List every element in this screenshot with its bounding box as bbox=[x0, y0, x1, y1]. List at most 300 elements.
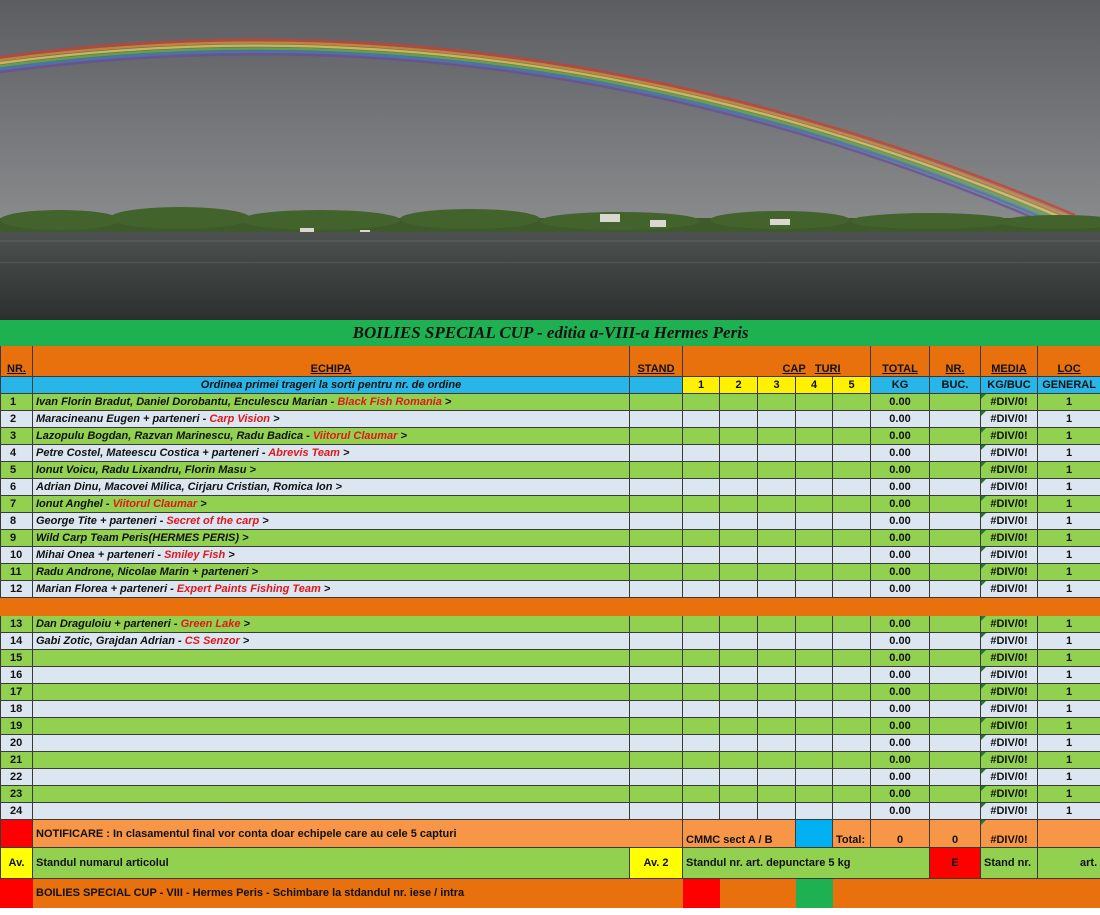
table-row bbox=[1, 445, 1100, 462]
table-row bbox=[1, 769, 1100, 786]
turn-4-cell[interactable] bbox=[796, 411, 833, 428]
buc-cell[interactable] bbox=[930, 428, 981, 445]
row-nr: 21 bbox=[1, 752, 33, 769]
turn-4-cell[interactable] bbox=[796, 650, 833, 667]
team-cell[interactable] bbox=[33, 684, 630, 701]
total-kg-cell: 0.00 bbox=[871, 684, 930, 701]
turn-1-cell[interactable] bbox=[683, 684, 720, 701]
team-cell[interactable] bbox=[33, 530, 630, 547]
buc-cell[interactable] bbox=[930, 633, 981, 650]
total-kg-cell: 0.00 bbox=[871, 581, 930, 598]
turn-4-cell[interactable] bbox=[796, 564, 833, 581]
turn-1-cell[interactable] bbox=[683, 564, 720, 581]
turn-3-cell[interactable] bbox=[758, 752, 796, 769]
turn-4-cell[interactable] bbox=[796, 752, 833, 769]
stand-nr-label: Stand nr. bbox=[981, 848, 1038, 879]
table-row bbox=[1, 667, 1100, 684]
team-cell[interactable] bbox=[33, 479, 630, 496]
team-members: Maracineanu Eugen + parteneri - bbox=[36, 413, 210, 425]
turn-2-cell[interactable] bbox=[720, 411, 758, 428]
turn-4-cell[interactable] bbox=[796, 479, 833, 496]
total-kg-cell: 0.00 bbox=[871, 411, 930, 428]
row-nr: 18 bbox=[1, 701, 33, 718]
turn-2-cell[interactable] bbox=[720, 718, 758, 735]
notificare-text: NOTIFICARE : In clasamentul final vor conta doar echipele care au cele 5 capturi bbox=[33, 820, 683, 848]
team-cell[interactable] bbox=[33, 616, 630, 633]
turn-1-cell[interactable] bbox=[683, 701, 720, 718]
turn-5-cell[interactable] bbox=[833, 786, 871, 803]
table-row bbox=[1, 513, 1100, 530]
turn-2-cell[interactable] bbox=[720, 530, 758, 547]
team-name: Green Lake bbox=[180, 618, 241, 630]
depunctare-text: Standul nr. art. depunctare 5 kg bbox=[683, 848, 930, 879]
team-arrow: > bbox=[259, 515, 269, 527]
table-row bbox=[1, 564, 1100, 581]
turn-4-cell[interactable] bbox=[796, 803, 833, 820]
turn-4-cell[interactable] bbox=[796, 547, 833, 564]
row-nr: 1 bbox=[1, 394, 33, 411]
turn-4-cell[interactable] bbox=[796, 616, 833, 633]
turn-5-cell[interactable] bbox=[833, 445, 871, 462]
turn-4-cell[interactable] bbox=[796, 445, 833, 462]
media-cell: #DIV/0! bbox=[981, 667, 1038, 684]
stand-cell[interactable] bbox=[630, 445, 683, 462]
turn-5-cell[interactable] bbox=[833, 496, 871, 513]
turn-5-cell[interactable] bbox=[833, 650, 871, 667]
buc-cell[interactable] bbox=[930, 581, 981, 598]
table-row bbox=[1, 394, 1100, 411]
stand-cell[interactable] bbox=[630, 769, 683, 786]
turn-3-cell[interactable] bbox=[758, 479, 796, 496]
stand-cell[interactable] bbox=[630, 616, 683, 633]
turn-2-cell[interactable] bbox=[720, 786, 758, 803]
turn-5-cell[interactable] bbox=[833, 633, 871, 650]
table-row bbox=[1, 496, 1100, 513]
turn-3-cell[interactable] bbox=[758, 684, 796, 701]
stand-cell[interactable] bbox=[630, 411, 683, 428]
row-nr: 8 bbox=[1, 513, 33, 530]
table-row bbox=[1, 462, 1100, 479]
buc-cell[interactable] bbox=[930, 752, 981, 769]
loc-cell: 1 bbox=[1038, 684, 1100, 701]
team-cell[interactable] bbox=[33, 411, 630, 428]
loc-cell: 1 bbox=[1038, 462, 1100, 479]
buc-cell[interactable] bbox=[930, 496, 981, 513]
stand-cell[interactable] bbox=[630, 786, 683, 803]
turn-2-cell[interactable] bbox=[720, 394, 758, 411]
stand-cell[interactable] bbox=[630, 530, 683, 547]
stand-cell[interactable] bbox=[630, 684, 683, 701]
turn-1-cell[interactable] bbox=[683, 786, 720, 803]
media-cell: #DIV/0! bbox=[981, 684, 1038, 701]
buc-cell[interactable] bbox=[930, 735, 981, 752]
team-cell[interactable] bbox=[33, 667, 630, 684]
stand-cell[interactable] bbox=[630, 547, 683, 564]
team-cell[interactable] bbox=[33, 633, 630, 650]
total-kg-cell: 0.00 bbox=[871, 564, 930, 581]
buc-cell[interactable] bbox=[930, 803, 981, 820]
team-cell[interactable] bbox=[33, 462, 630, 479]
media-cell: #DIV/0! bbox=[981, 547, 1038, 564]
loc-cell: 1 bbox=[1038, 530, 1100, 547]
turn-3-cell[interactable] bbox=[758, 581, 796, 598]
turn-4-cell[interactable] bbox=[796, 462, 833, 479]
turn-3-cell[interactable] bbox=[758, 667, 796, 684]
turn-4-cell[interactable] bbox=[796, 513, 833, 530]
row-nr: 5 bbox=[1, 462, 33, 479]
turn-5-header: 5 bbox=[833, 377, 871, 394]
turn-2-cell[interactable] bbox=[720, 803, 758, 820]
turn-4-cell[interactable] bbox=[796, 633, 833, 650]
buc-cell[interactable] bbox=[930, 479, 981, 496]
turn-5-cell[interactable] bbox=[833, 701, 871, 718]
turn-3-cell[interactable] bbox=[758, 445, 796, 462]
turn-1-cell[interactable] bbox=[683, 769, 720, 786]
turn-1-cell[interactable] bbox=[683, 411, 720, 428]
turn-3-cell[interactable] bbox=[758, 496, 796, 513]
turn-4-cell[interactable] bbox=[796, 718, 833, 735]
turn-1-cell[interactable] bbox=[683, 547, 720, 564]
loc-cell: 1 bbox=[1038, 650, 1100, 667]
team-cell[interactable] bbox=[33, 394, 630, 411]
avertisment-row bbox=[1, 848, 1100, 879]
turn-1-cell[interactable] bbox=[683, 445, 720, 462]
team-members: Gabi Zotic, Grajdan Adrian - bbox=[36, 635, 185, 647]
turn-4-cell[interactable] bbox=[796, 735, 833, 752]
turn-2-cell[interactable] bbox=[720, 684, 758, 701]
turn-3-cell[interactable] bbox=[758, 633, 796, 650]
turn-1-cell[interactable] bbox=[683, 530, 720, 547]
turn-1-cell[interactable] bbox=[683, 633, 720, 650]
turn-1-cell[interactable] bbox=[683, 462, 720, 479]
loc-cell: 1 bbox=[1038, 786, 1100, 803]
turn-1-cell[interactable] bbox=[683, 752, 720, 769]
row-nr: 10 bbox=[1, 547, 33, 564]
stand-cell[interactable] bbox=[630, 462, 683, 479]
team-cell[interactable] bbox=[33, 564, 630, 581]
turn-5-cell[interactable] bbox=[833, 462, 871, 479]
page-title: BOILIES SPECIAL CUP - editia a-VIII-a Hermes Peris bbox=[1, 321, 1100, 346]
turn-4-cell[interactable] bbox=[796, 769, 833, 786]
team-cell[interactable] bbox=[33, 650, 630, 667]
standul-numarul-text: Standul numarul articolul bbox=[33, 848, 630, 879]
loc-cell: 1 bbox=[1038, 735, 1100, 752]
turn-2-cell[interactable] bbox=[720, 462, 758, 479]
team-members: Ionut Anghel - bbox=[36, 498, 113, 510]
turn-3-cell[interactable] bbox=[758, 411, 796, 428]
turn-2-cell[interactable] bbox=[720, 633, 758, 650]
turn-5-cell[interactable] bbox=[833, 479, 871, 496]
total-kg-cell: 0.00 bbox=[871, 445, 930, 462]
turn-2-cell[interactable] bbox=[720, 564, 758, 581]
turn-5-cell[interactable] bbox=[833, 752, 871, 769]
team-cell[interactable] bbox=[33, 752, 630, 769]
table-row bbox=[1, 718, 1100, 735]
team-members: Ionut Voicu, Radu Lixandru, Florin Masu > bbox=[36, 464, 256, 476]
buc-cell[interactable] bbox=[930, 667, 981, 684]
buc-cell[interactable] bbox=[930, 701, 981, 718]
turn-1-cell[interactable] bbox=[683, 650, 720, 667]
turn-2-cell[interactable] bbox=[720, 547, 758, 564]
buc-cell[interactable] bbox=[930, 684, 981, 701]
team-name: Expert Paints Fishing Team bbox=[176, 583, 321, 595]
turn-4-cell[interactable] bbox=[796, 684, 833, 701]
buc-cell[interactable] bbox=[930, 462, 981, 479]
turn-1-cell[interactable] bbox=[683, 803, 720, 820]
kg-header: KG bbox=[871, 377, 930, 394]
turn-3-cell[interactable] bbox=[758, 735, 796, 752]
stand-cell[interactable] bbox=[630, 667, 683, 684]
media-cell: #DIV/0! bbox=[981, 496, 1038, 513]
schimbare-row bbox=[1, 879, 1100, 908]
team-name: Black Fish Romania bbox=[337, 396, 442, 408]
turn-4-cell[interactable] bbox=[796, 786, 833, 803]
turn-5-cell[interactable] bbox=[833, 616, 871, 633]
turn-1-header: 1 bbox=[683, 377, 720, 394]
stand-cell[interactable] bbox=[630, 735, 683, 752]
stand-cell[interactable] bbox=[630, 394, 683, 411]
total-kg-cell: 0.00 bbox=[871, 616, 930, 633]
turn-2-cell[interactable] bbox=[720, 581, 758, 598]
turn-3-cell[interactable] bbox=[758, 769, 796, 786]
table-row bbox=[1, 633, 1100, 650]
total-kg-cell: 0.00 bbox=[871, 701, 930, 718]
media-cell: #DIV/0! bbox=[981, 462, 1038, 479]
turn-5-cell[interactable] bbox=[833, 581, 871, 598]
turn-5-cell[interactable] bbox=[833, 684, 871, 701]
turn-2-cell[interactable] bbox=[720, 428, 758, 445]
row-nr: 7 bbox=[1, 496, 33, 513]
buc-cell[interactable] bbox=[930, 513, 981, 530]
turn-3-cell[interactable] bbox=[758, 513, 796, 530]
turn-2-cell[interactable] bbox=[720, 513, 758, 530]
row-nr: 20 bbox=[1, 735, 33, 752]
turn-5-cell[interactable] bbox=[833, 530, 871, 547]
total-kg-cell: 0.00 bbox=[871, 752, 930, 769]
turn-3-cell[interactable] bbox=[758, 616, 796, 633]
turn-1-cell[interactable] bbox=[683, 428, 720, 445]
table-row bbox=[1, 547, 1100, 564]
buc-cell[interactable] bbox=[930, 786, 981, 803]
buc-cell[interactable] bbox=[930, 394, 981, 411]
turn-5-cell[interactable] bbox=[833, 769, 871, 786]
team-arrow: > bbox=[225, 549, 235, 561]
team-members: Mihai Onea + parteneri - bbox=[36, 549, 165, 561]
media-cell: #DIV/0! bbox=[981, 803, 1038, 820]
loc-cell: 1 bbox=[1038, 803, 1100, 820]
row-nr: 19 bbox=[1, 718, 33, 735]
team-cell[interactable] bbox=[33, 547, 630, 564]
buc-cell[interactable] bbox=[930, 650, 981, 667]
buc-cell[interactable] bbox=[930, 718, 981, 735]
stand-cell[interactable] bbox=[630, 803, 683, 820]
turn-5-cell[interactable] bbox=[833, 513, 871, 530]
team-cell[interactable] bbox=[33, 496, 630, 513]
team-name: CS Senzor bbox=[184, 635, 240, 647]
turn-5-cell[interactable] bbox=[833, 394, 871, 411]
separator-row bbox=[1, 598, 1100, 616]
turn-2-cell[interactable] bbox=[720, 701, 758, 718]
cmmc-cell[interactable] bbox=[796, 820, 833, 848]
col-total-header: TOTAL bbox=[871, 346, 930, 377]
turn-2-cell[interactable] bbox=[720, 650, 758, 667]
loc-cell: 1 bbox=[1038, 581, 1100, 598]
turn-5-cell[interactable] bbox=[833, 411, 871, 428]
turn-2-cell[interactable] bbox=[720, 496, 758, 513]
team-members: Petre Costel, Mateescu Costica + parteneri - bbox=[36, 447, 269, 459]
loc-cell: 1 bbox=[1038, 718, 1100, 735]
turn-2-cell[interactable] bbox=[720, 616, 758, 633]
loc-cell: 1 bbox=[1038, 445, 1100, 462]
turn-3-cell[interactable] bbox=[758, 803, 796, 820]
buc-cell[interactable] bbox=[930, 564, 981, 581]
turn-3-header: 3 bbox=[758, 377, 796, 394]
media-cell: #DIV/0! bbox=[981, 786, 1038, 803]
turn-5-cell[interactable] bbox=[833, 718, 871, 735]
turn-2-cell[interactable] bbox=[720, 769, 758, 786]
media-cell: #DIV/0! bbox=[981, 394, 1038, 411]
loc-cell: 1 bbox=[1038, 701, 1100, 718]
turn-4-cell[interactable] bbox=[796, 496, 833, 513]
subheader-row bbox=[1, 377, 1100, 394]
stand-cell[interactable] bbox=[630, 581, 683, 598]
turn-5-cell[interactable] bbox=[833, 667, 871, 684]
team-cell[interactable] bbox=[33, 735, 630, 752]
turn-3-cell[interactable] bbox=[758, 428, 796, 445]
turn-2-cell[interactable] bbox=[720, 735, 758, 752]
buc-header: BUC. bbox=[930, 377, 981, 394]
turn-1-cell[interactable] bbox=[683, 581, 720, 598]
total-kg-cell: 0.00 bbox=[871, 667, 930, 684]
turn-5-cell[interactable] bbox=[833, 735, 871, 752]
turn-3-cell[interactable] bbox=[758, 394, 796, 411]
loc-cell: 1 bbox=[1038, 411, 1100, 428]
team-name: Carp Vision bbox=[209, 413, 271, 425]
loc-cell: 1 bbox=[1038, 496, 1100, 513]
stand-cell[interactable] bbox=[630, 513, 683, 530]
total-kg-cell: 0.00 bbox=[871, 513, 930, 530]
row-nr: 12 bbox=[1, 581, 33, 598]
turn-5-cell[interactable] bbox=[833, 564, 871, 581]
turn-4-cell[interactable] bbox=[796, 428, 833, 445]
turn-1-cell[interactable] bbox=[683, 496, 720, 513]
team-cell[interactable] bbox=[33, 701, 630, 718]
table-row bbox=[1, 650, 1100, 667]
buc-cell[interactable] bbox=[930, 616, 981, 633]
table-row bbox=[1, 428, 1100, 445]
stand-cell[interactable] bbox=[630, 752, 683, 769]
stand-cell[interactable] bbox=[630, 718, 683, 735]
turn-3-cell[interactable] bbox=[758, 564, 796, 581]
buc-cell[interactable] bbox=[930, 547, 981, 564]
turn-3-cell[interactable] bbox=[758, 650, 796, 667]
row-nr: 24 bbox=[1, 803, 33, 820]
turn-1-cell[interactable] bbox=[683, 513, 720, 530]
stand-cell[interactable] bbox=[630, 701, 683, 718]
table-row bbox=[1, 581, 1100, 598]
turn-1-cell[interactable] bbox=[683, 394, 720, 411]
buc-cell[interactable] bbox=[930, 769, 981, 786]
row-nr: 17 bbox=[1, 684, 33, 701]
table-row bbox=[1, 530, 1100, 547]
stand-cell[interactable] bbox=[630, 633, 683, 650]
turn-4-cell[interactable] bbox=[796, 701, 833, 718]
team-arrow: > bbox=[320, 583, 331, 595]
team-cell[interactable] bbox=[33, 428, 630, 445]
buc-cell[interactable] bbox=[930, 411, 981, 428]
turn-1-cell[interactable] bbox=[683, 616, 720, 633]
team-members: Wild Carp Team Peris(HERMES PERIS) > bbox=[36, 532, 249, 544]
team-cell[interactable] bbox=[33, 513, 630, 530]
turn-2-cell[interactable] bbox=[720, 752, 758, 769]
total-kg-cell: 0.00 bbox=[871, 394, 930, 411]
turn-3-cell[interactable] bbox=[758, 786, 796, 803]
row-nr: 14 bbox=[1, 633, 33, 650]
loc-cell: 1 bbox=[1038, 769, 1100, 786]
turn-3-cell[interactable] bbox=[758, 530, 796, 547]
stand-cell[interactable] bbox=[630, 564, 683, 581]
header-row bbox=[1, 346, 1100, 377]
team-arrow: > bbox=[239, 635, 250, 647]
team-name: Smiley Fish bbox=[164, 549, 226, 561]
team-members: Adrian Dinu, Macovei Milica, Cirjaru Cristian, Romica Ion > bbox=[36, 481, 342, 493]
turn-1-cell[interactable] bbox=[683, 735, 720, 752]
team-cell[interactable] bbox=[33, 581, 630, 598]
total-kg-cell: 0.00 bbox=[871, 462, 930, 479]
turn-5-cell[interactable] bbox=[833, 428, 871, 445]
turn-3-cell[interactable] bbox=[758, 701, 796, 718]
turn-5-cell[interactable] bbox=[833, 803, 871, 820]
stand-cell[interactable] bbox=[630, 496, 683, 513]
media-cell: #DIV/0! bbox=[981, 581, 1038, 598]
turn-1-cell[interactable] bbox=[683, 718, 720, 735]
team-cell[interactable] bbox=[33, 718, 630, 735]
team-members: Lazopulu Bogdan, Razvan Marinescu, Radu Badica - bbox=[36, 430, 313, 442]
turn-3-cell[interactable] bbox=[758, 462, 796, 479]
team-cell[interactable] bbox=[33, 769, 630, 786]
stand-cell[interactable] bbox=[630, 428, 683, 445]
turn-1-cell[interactable] bbox=[683, 667, 720, 684]
team-cell[interactable] bbox=[33, 803, 630, 820]
rainbow-lake-image bbox=[0, 0, 1100, 320]
turn-4-cell[interactable] bbox=[796, 667, 833, 684]
turn-1-cell[interactable] bbox=[683, 479, 720, 496]
row-nr: 3 bbox=[1, 428, 33, 445]
col-echipa-header: ECHIPA bbox=[33, 346, 630, 377]
col-loc-header: LOC bbox=[1038, 346, 1100, 377]
turn-2-cell[interactable] bbox=[720, 479, 758, 496]
turn-4-cell[interactable] bbox=[796, 581, 833, 598]
buc-cell[interactable] bbox=[930, 445, 981, 462]
loc-cell: 1 bbox=[1038, 479, 1100, 496]
turn-2-cell[interactable] bbox=[720, 445, 758, 462]
loc-cell: 1 bbox=[1038, 394, 1100, 411]
turn-3-cell[interactable] bbox=[758, 547, 796, 564]
notificare-row bbox=[1, 820, 1100, 848]
team-cell[interactable] bbox=[33, 786, 630, 803]
turn-5-cell[interactable] bbox=[833, 547, 871, 564]
buc-cell[interactable] bbox=[930, 530, 981, 547]
turn-4-cell[interactable] bbox=[796, 394, 833, 411]
turn-3-cell[interactable] bbox=[758, 718, 796, 735]
team-cell[interactable] bbox=[33, 445, 630, 462]
media-cell: #DIV/0! bbox=[981, 752, 1038, 769]
stand-cell[interactable] bbox=[630, 650, 683, 667]
turn-4-cell[interactable] bbox=[796, 530, 833, 547]
stand-cell[interactable] bbox=[630, 479, 683, 496]
media-cell: #DIV/0! bbox=[981, 530, 1038, 547]
turn-2-cell[interactable] bbox=[720, 667, 758, 684]
